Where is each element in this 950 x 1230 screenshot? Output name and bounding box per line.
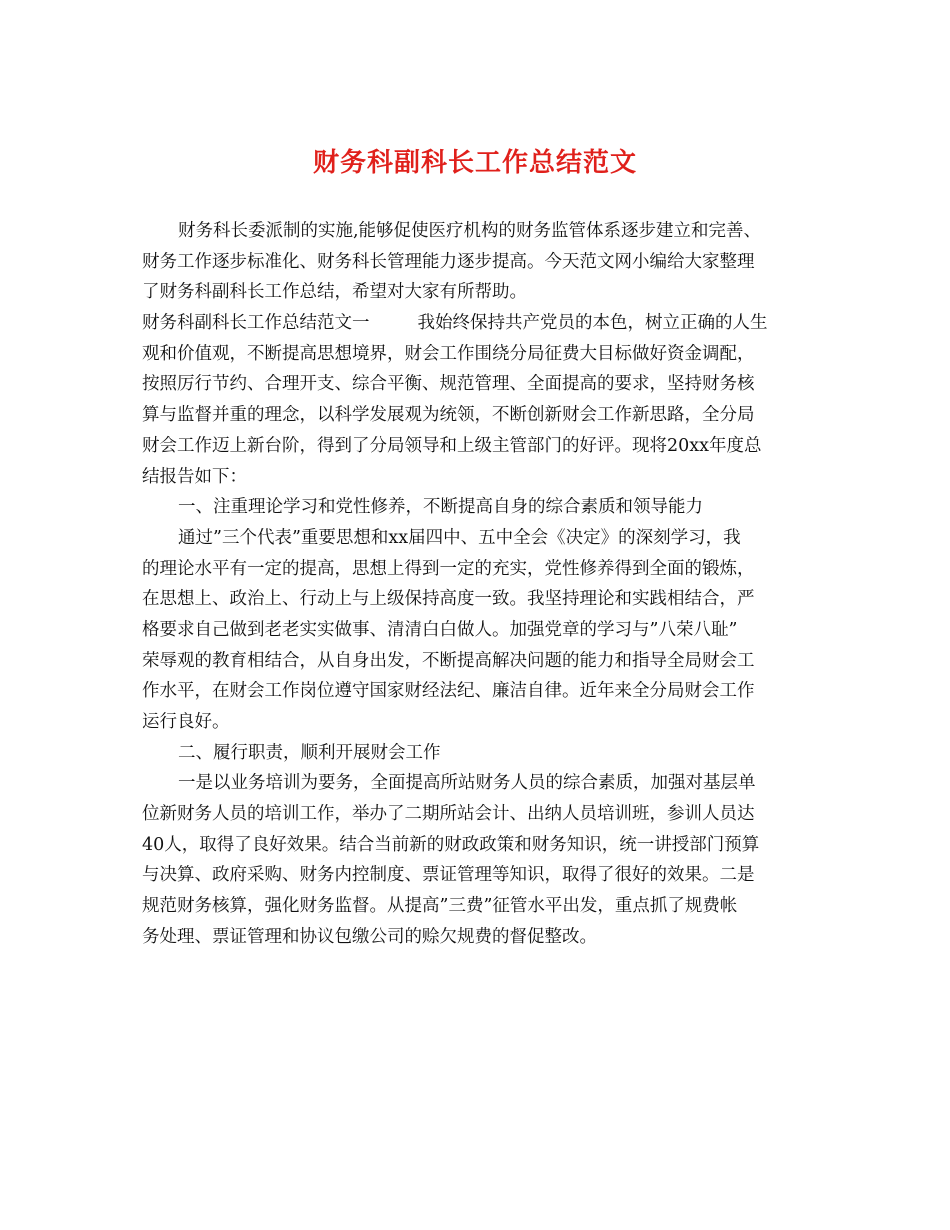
text-line: 运行良好。 [142, 712, 230, 732]
text-line: 与决算、政府采购、财务内控制度、票证管理等知识，取得了很好的效果。二是 [142, 865, 755, 886]
text-line: 财务科长委派制的实施,能够促使医疗机构的财务监管体系逐步建立和完善、 [178, 221, 762, 241]
text-line: 规范财务核算，强化财务监督。从提高”三费”征管水平出发，重点抓了规费帐 [142, 896, 738, 917]
text-line: 观和价值观，不断提高思想境界，财会工作围绕分局征费大目标做好资金调配， [142, 343, 755, 364]
text-line: 通过”三个代表”重要思想和xx届四中、五中全会《决定》的深刻学习，我 [178, 527, 741, 548]
text-line: 算与监督并重的理念，以科学发展观为统领，不断创新财会工作新思路，全分局 [142, 405, 755, 426]
text-line: 荣辱观的教育相结合，从自身出发，不断提高解决问题的能力和指导全局财会工 [142, 650, 755, 671]
text-line: 一是以业务培训为要务，全面提高所站财务人员的综合素质，加强对基层单 [178, 773, 756, 794]
text-line: 务处理、票证管理和协议包缴公司的赊欠规费的督促整改。 [142, 926, 597, 947]
section-heading: 财务科副科长工作总结范文一 [142, 313, 370, 334]
text-fragment: 我始终保持共产党员的本色，树立正确的人生 [417, 313, 768, 334]
text-line: 40人，取得了良好效果。结合当前新的财政政策和财务知识，统一讲授部门预算 [142, 834, 760, 855]
text-line: 财会工作迈上新台阶，得到了分局领导和上级主管部门的好评。现将20xx年度总 [142, 435, 762, 456]
text-line: 位新财务人员的培训工作，举办了二期所站会计、出纳人员培训班，参训人员达 [142, 804, 755, 825]
document-title: 财务科副科长工作总结范文 [312, 148, 637, 178]
text-line: 的理论水平有一定的提高，思想上得到一定的充实，党性修养得到全面的锻炼， [142, 558, 755, 579]
section-heading: 二、履行职责，顺利开展财会工作 [178, 742, 441, 763]
text-line: 结报告如下： [142, 466, 247, 487]
text-line: 作水平，在财会工作岗位遵守国家财经法纪、廉洁自律。近年来全分局财会工作 [142, 681, 755, 702]
text-line: 在思想上、政治上、行动上与上级保持高度一致。我坚持理论和实践相结合，严 [142, 589, 755, 610]
text-line-composite [142, 308, 802, 339]
text-line: 按照厉行节约、合理开支、综合平衡、规范管理、全面提高的要求，坚持财务核 [142, 374, 755, 395]
document-body [142, 216, 802, 953]
text-line: 财务工作逐步标准化、财务科长管理能力逐步提高。今天范文网小编给大家整理 [142, 251, 755, 272]
section-heading: 一、注重理论学习和党性修养，不断提高自身的综合素质和领导能力 [178, 497, 703, 518]
text-line: 了财务科副科长工作总结，希望对大家有所帮助。 [142, 282, 527, 303]
text-line: 格要求自己做到老老实实做事、清清白白做人。加强党章的学习与”八荣八耻” [142, 619, 738, 640]
